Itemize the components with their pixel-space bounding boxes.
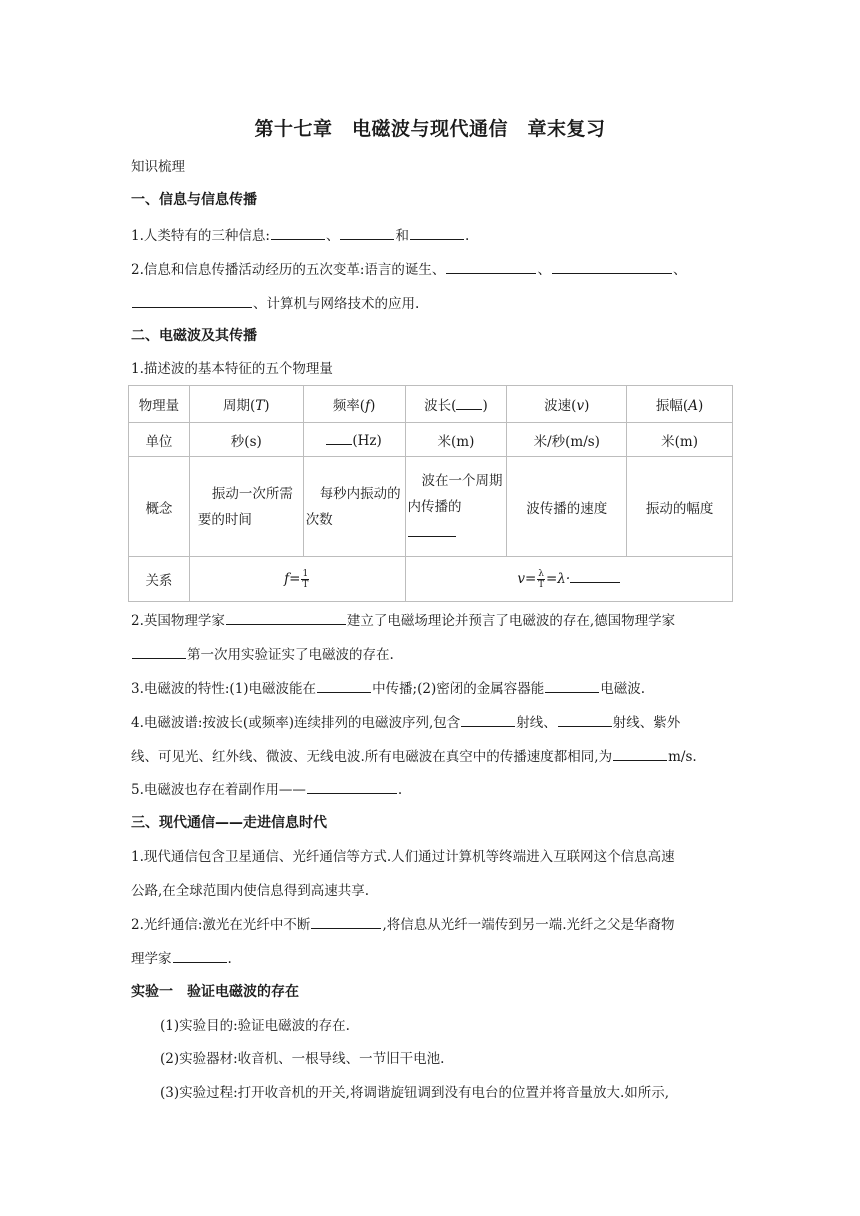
s1-item2: 2.信息和信息传播活动经历的五次变革:语言的诞生、 、 、 (131, 259, 686, 280)
cell: 波传播的速度 (507, 457, 627, 557)
answer-blank[interactable] (446, 259, 536, 274)
answer-blank[interactable] (326, 430, 352, 445)
experiment-step2: (2)实验器材:收音机、一根导线、一节旧干电池. (160, 1051, 445, 1067)
answer-blank[interactable] (552, 259, 672, 274)
answer-blank[interactable] (410, 225, 464, 240)
s3-item1-line2: 公路,在全球范围内使信息得到高速共享. (131, 883, 370, 899)
cell: 概念 (129, 457, 190, 557)
relation-period-cell: f= $\frac{1}{T}$ (189, 557, 405, 602)
s3-item2: 2.光纤通信:激光在光纤中不断 ,将信息从光纤一端传到另一端.光纤之父是华裔物 (131, 914, 675, 935)
cell: 米/秒(m/s) (507, 423, 627, 457)
answer-blank[interactable] (461, 712, 515, 727)
table-row (129, 423, 733, 457)
table-row (129, 457, 733, 557)
cell: 每秒内振动的次数 (303, 457, 405, 557)
answer-blank[interactable] (132, 293, 252, 308)
answer-blank[interactable] (570, 568, 620, 583)
table-row (129, 557, 733, 602)
s2-item1: 1.描述波的基本特征的五个物理量 (131, 361, 333, 377)
header-cell: 波速(v) (507, 386, 627, 423)
answer-blank[interactable] (132, 644, 186, 659)
s2-item2: 2.英国物理学家 建立了电磁场理论并预言了电磁波的存在,德国物理学家 (131, 610, 675, 631)
answer-blank[interactable] (226, 610, 346, 625)
header-cell: 物理量 (129, 386, 190, 423)
experiment-step3: (3)实验过程:打开收音机的开关,将调谐旋钮调到没有电台的位置并将音量放大.如所示, (160, 1085, 670, 1101)
cell: 关系 (129, 557, 190, 602)
answer-blank[interactable] (173, 948, 227, 963)
answer-blank[interactable] (408, 522, 456, 537)
answer-blank[interactable] (317, 678, 371, 693)
table-row (129, 386, 733, 423)
relation-speed-cell: v= $\frac{\lambda}{T}$ =λ· (405, 557, 732, 602)
answer-blank[interactable] (311, 914, 381, 929)
s3-item2-line2: 理学家 . (131, 948, 232, 969)
answer-blank[interactable] (307, 779, 397, 794)
s2-item3: 3.电磁波的特性:(1)电磁波能在 中传播;(2)密闭的金属容器能 电磁波. (131, 678, 645, 699)
s2-item5: 5.电磁波也存在着副作用—— . (131, 779, 402, 800)
answer-blank[interactable] (456, 395, 482, 410)
subtitle: 知识梳理 (131, 159, 185, 175)
s3-item1: 1.现代通信包含卫星通信、光纤通信等方式.人们通过计算机等终端进入互联网这个信息高速 (131, 849, 675, 865)
cell: 波在一个周期内传播的 (405, 457, 507, 557)
header-cell: 频率(f) (303, 386, 405, 423)
experiment-step1: (1)实验目的:验证电磁波的存在. (160, 1018, 350, 1034)
header-cell: 周期(T) (189, 386, 303, 423)
cell: 振动的幅度 (627, 457, 733, 557)
cell: 振动一次所需要的时间 (189, 457, 303, 557)
s2-item4: 4.电磁波谱:按波长(或频率)连续排列的电磁波序列,包含 射线、 射线、紫外 (131, 712, 680, 733)
s1-item1: 1.人类特有的三种信息: 、 和 . (131, 225, 469, 246)
s1-item2-line2: 、计算机与网络技术的应用. (131, 293, 419, 314)
section2-heading: 二、电磁波及其传播 (131, 328, 257, 344)
wave-properties-table (128, 385, 733, 602)
cell: (Hz) (303, 423, 405, 457)
s2-item4-line2: 线、可见光、红外线、微波、无线电波.所有电磁波在真空中的传播速度都相同,为 m/s. (131, 746, 697, 767)
section3-heading: 三、现代通信——走进信息时代 (131, 815, 327, 831)
experiment-heading: 实验一 验证电磁波的存在 (131, 984, 299, 1000)
cell: 单位 (129, 423, 190, 457)
answer-blank[interactable] (558, 712, 612, 727)
answer-blank[interactable] (545, 678, 599, 693)
answer-blank[interactable] (613, 746, 667, 761)
header-cell: 振幅(A) (627, 386, 733, 423)
cell: 米(m) (627, 423, 733, 457)
page-title: 第十七章 电磁波与现代通信 章末复习 (254, 118, 606, 140)
answer-blank[interactable] (340, 225, 394, 240)
answer-blank[interactable] (271, 225, 325, 240)
cell: 米(m) (405, 423, 507, 457)
header-cell: 波长( ) (405, 386, 507, 423)
cell: 秒(s) (189, 423, 303, 457)
section1-heading: 一、信息与信息传播 (131, 192, 257, 208)
s2-item2-line2: 第一次用实验证实了电磁波的存在. (131, 644, 394, 665)
